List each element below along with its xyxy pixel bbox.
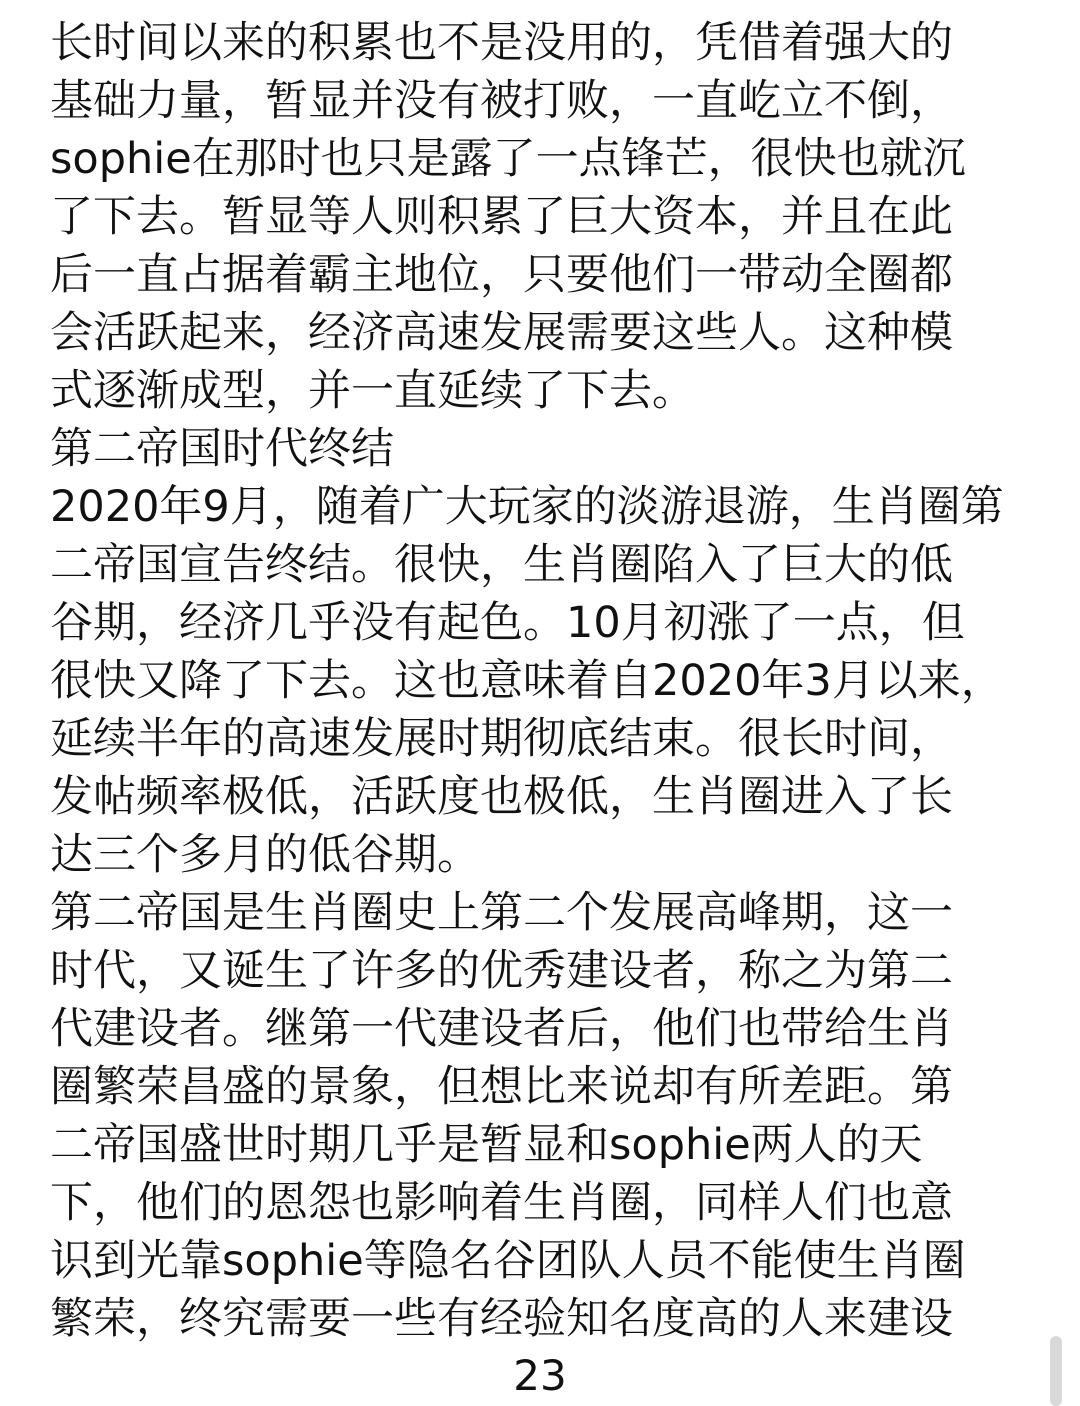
text-line: 了下去。暂显等人则积累了巨大资本，并且在此	[50, 192, 953, 242]
body-text	[50, 14, 1035, 1348]
text-line: 二帝国盛世时期几乎是暂显和sophie两人的天	[50, 1120, 923, 1170]
text-line: 后一直占据着霸主地位，只要他们一带动全圈都	[50, 250, 953, 300]
text-line: 延续半年的高速发展时期彻底结束。很长时间，	[50, 714, 953, 764]
scroll-handle[interactable]	[1050, 1336, 1062, 1406]
text-line: 下，他们的恩怨也影响着生肖圈，同样人们也意	[50, 1178, 953, 1228]
text-line: 时代，又诞生了许多的优秀建设者，称之为第二	[50, 946, 953, 996]
text-line: 繁荣，终究需要一些有经验知名度高的人来建设	[50, 1294, 953, 1344]
text-line: 代建设者。继第一代建设者后，他们也带给生肖	[50, 1004, 953, 1054]
page-number: 23	[513, 1351, 567, 1400]
text-line: 谷期，经济几乎没有起色。10月初涨了一点，但	[50, 598, 965, 648]
text-line: 基础力量，暂显并没有被打败，一直屹立不倒，	[50, 76, 953, 126]
text-line: 达三个多月的低谷期。	[50, 830, 480, 880]
text-line: 长时间以来的积累也不是没用的，凭借着强大的	[50, 18, 953, 68]
text-line: 式逐渐成型，并一直延续了下去。	[50, 366, 695, 416]
text-line: 发帖频率极低，活跃度也极低，生肖圈进入了长	[50, 772, 953, 822]
text-line: 很快又降了下去。这也意味着自2020年3月以来，	[50, 656, 1004, 706]
text-line: 识到光靠sophie等隐名谷团队人员不能使生肖圈	[50, 1236, 966, 1286]
text-line: 第二帝国是生肖圈史上第二个发展高峰期，这一	[50, 888, 953, 938]
text-line: 圈繁荣昌盛的景象，但想比来说却有所差距。第	[50, 1062, 953, 1112]
text-line: 二帝国宣告终结。很快，生肖圈陷入了巨大的低	[50, 540, 953, 590]
section-heading: 第二帝国时代终结	[50, 424, 394, 474]
text-line: 会活跃起来，经济高速发展需要这些人。这种模	[50, 308, 953, 358]
text-line: sophie在那时也只是露了一点锋芒，很快也就沉	[50, 134, 966, 184]
text-line: 2020年9月，随着广大玩家的淡游退游，生肖圈第	[50, 482, 1004, 532]
